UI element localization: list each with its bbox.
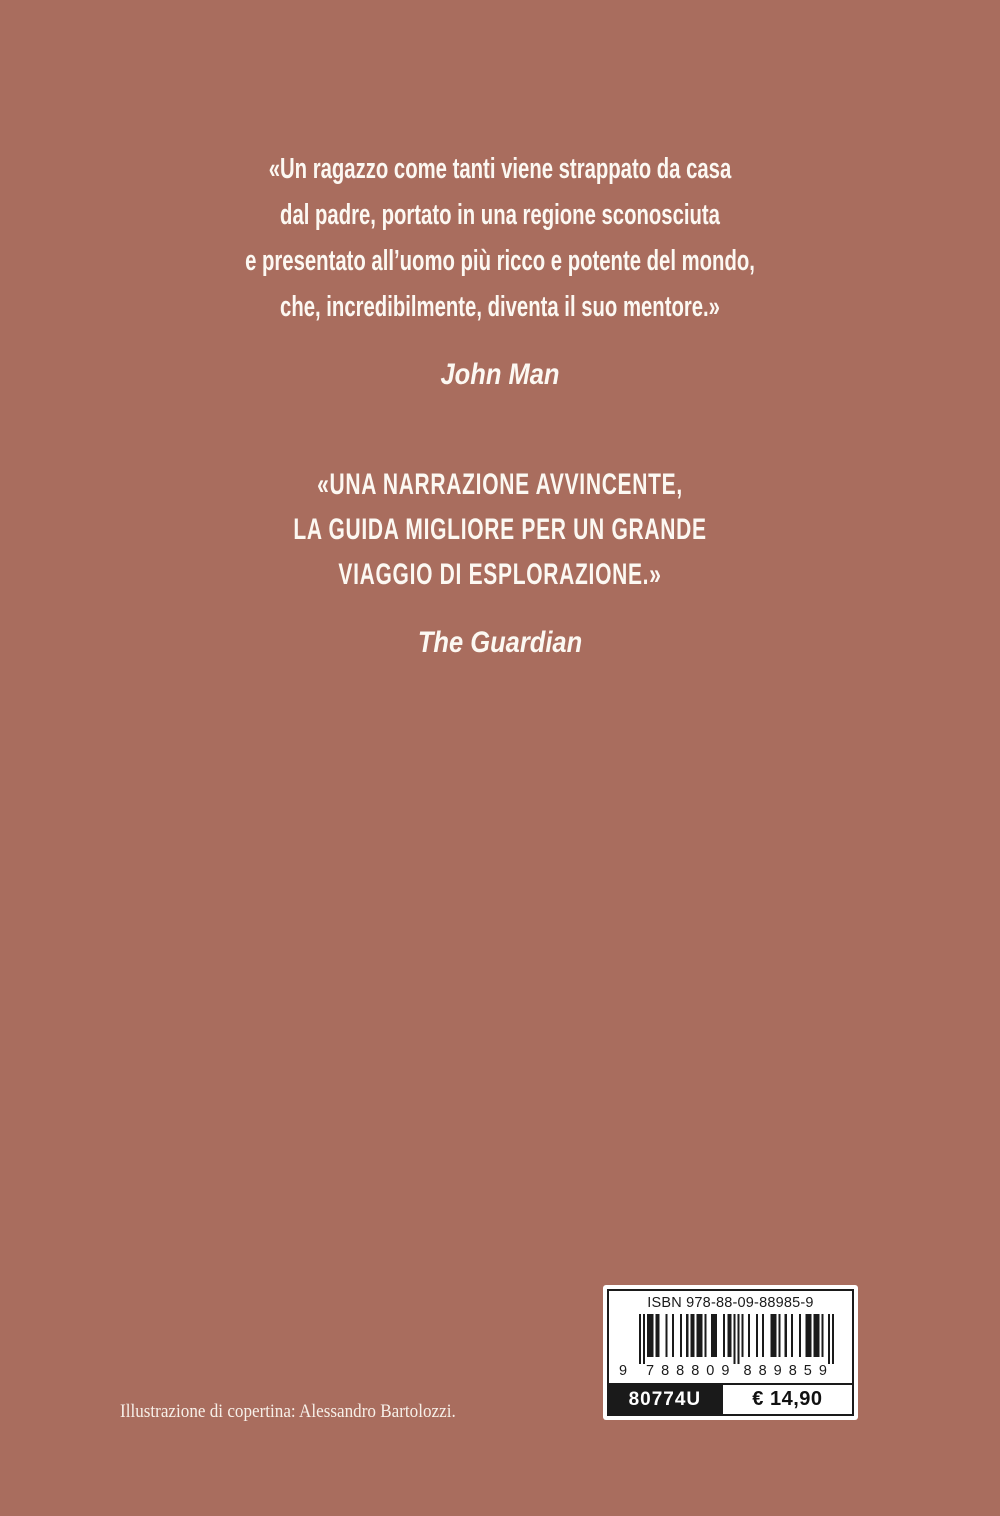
quote-line: e presentato all’uomo più ricco e potente del mondo, <box>245 245 755 277</box>
isbn-price-box <box>603 1285 858 1420</box>
attribution-text: The Guardian <box>417 626 583 659</box>
quote-line: «Un ragazzo come tanti viene strappato da casa <box>268 153 732 185</box>
attribution-john-man <box>0 352 1000 398</box>
code-price-row <box>609 1383 852 1414</box>
review-quote-1 <box>0 146 1000 330</box>
attribution-the-guardian <box>0 620 1000 666</box>
quote-line: che, incredibilmente, diventa il suo mentore.» <box>280 291 720 323</box>
quote-line: dal padre, portato in una regione sconosciuta <box>280 199 720 231</box>
cover-illustration-credit: Illustrazione di copertina: Alessandro Bartolozzi. <box>120 1401 456 1422</box>
attribution-text: John Man <box>440 358 560 391</box>
quote-line: LA GUIDA MIGLIORE PER UN GRANDE <box>293 513 707 546</box>
isbn-price-box-frame <box>607 1289 854 1416</box>
ean-digit-group: 889859 <box>743 1363 834 1379</box>
publisher-code: 80774U <box>609 1385 721 1414</box>
review-quote-2 <box>0 462 1000 597</box>
ean-digits <box>619 1364 834 1381</box>
ean-digit-group: 788809 <box>646 1363 737 1379</box>
quote-line: VIAGGIO DI ESPLORAZIONE.» <box>338 558 662 591</box>
ean-barcode-bars <box>639 1314 834 1364</box>
price: € 14,90 <box>721 1385 852 1414</box>
isbn-label: ISBN 978-88-09-88985-9 <box>647 1295 814 1311</box>
ean-barcode <box>639 1314 834 1364</box>
quote-line: «UNA NARRAZIONE AVVINCENTE, <box>317 468 683 501</box>
ean-digit-first: 9 <box>619 1363 628 1379</box>
